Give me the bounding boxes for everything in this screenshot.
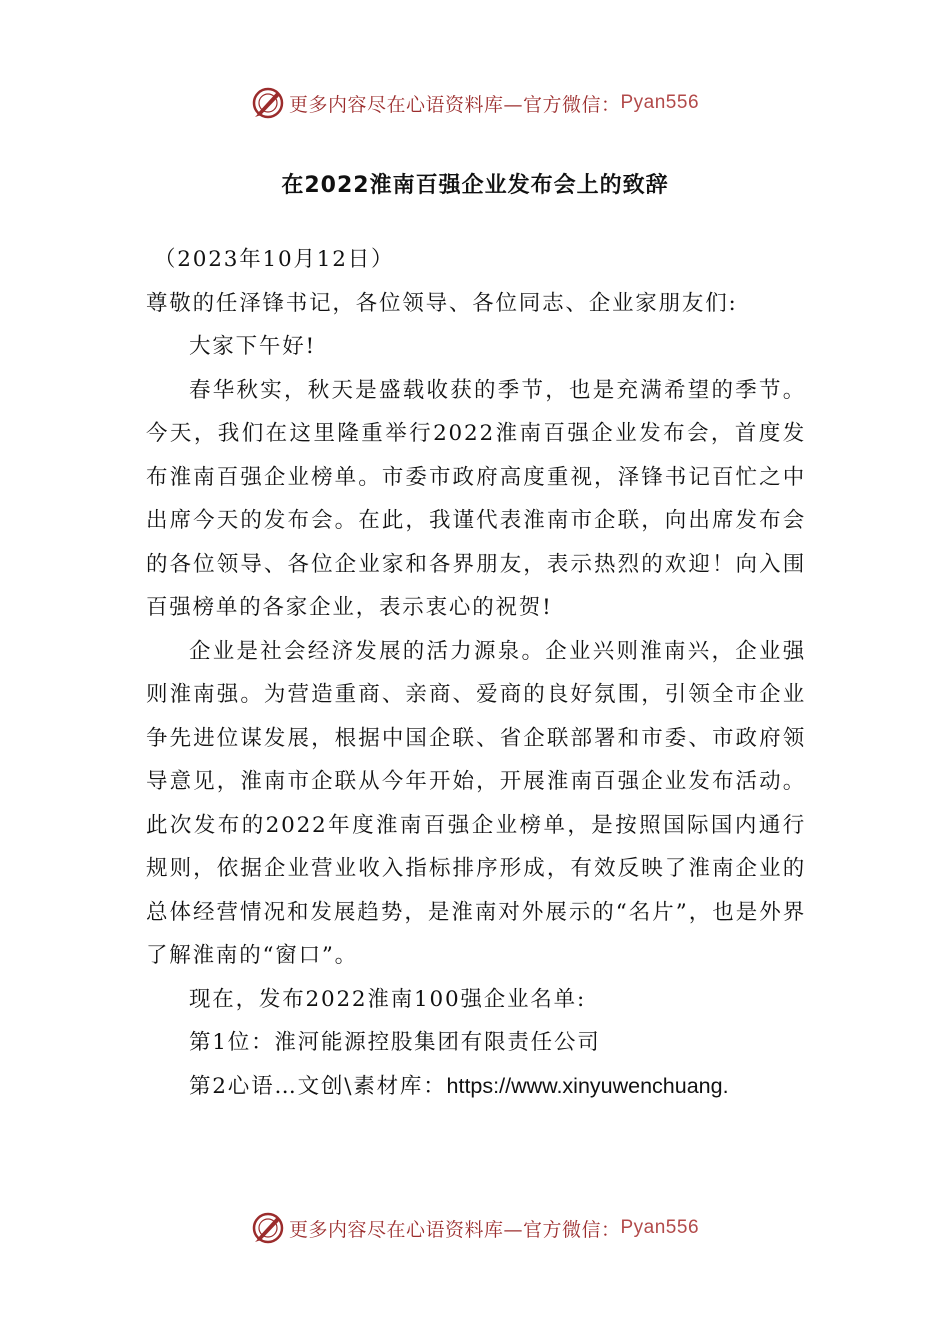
salutation: 尊敬的任泽锋书记，各位领导、各位同志、企业家朋友们: [146,290,738,316]
ranking-item-2-prefix: 第2心语…文创\素材库： [189,1073,447,1099]
document-title: 在2022淮南百强企业发布会上的致辞 [281,173,669,198]
paragraph-announcement: 现在，发布2022淮南100强企业名单: [189,986,586,1012]
banner-text: 更多内容尽在心语资料库—官方微信： [288,93,621,116]
banner-wechat-account: Pyan556 [620,1217,700,1238]
paragraph-background: 企业是社会经济发展的活力源泉。企业兴则淮南兴，企业强则淮南强。为营造重商、亲商、爱商的良好氛围，引领全市企业争先进位谋发展，根据中国企联、省企联部署和市委、市政府领导意见，淮南市企联从今年开始，开展淮南百强企业发布活动。此次发布的2022年度淮南百强企业榜单，是按照国际国内通行规则，依据企业营业收入指标排序形成，有效反映了淮南企业的总体经营情况和发展趋势，是淮南对外展示的“名片”，也是外界了解淮南的“窗口”。 [146,638,806,968]
paragraph-opening: 春华秋实，秋天是盛载收获的季节，也是充满希望的季节。今天，我们在这里隆重举行2022淮南百强企业发布会，首度发布淮南百强企业榜单。市委市政府高度重视，泽锋书记百忙之中出席今天的发布会。在此，我谨代表淮南市企联，向出席发布会的各位领导、各位企业家和各界朋友，表示热烈的欢迎！向入围百强榜单的各家企业，表示衷心的祝贺! [146,377,806,620]
speech-date: （2023年10月12日） [154,247,395,272]
ranking-item-1: 第1位：淮河能源控股集团有限责任公司 [189,1030,601,1055]
pen-circle-logo-icon [251,1211,285,1245]
paragraph-greeting: 大家下午好! [189,334,316,359]
document-body [146,238,806,1108]
ranking-item-2-cutoff [146,1065,806,1109]
source-url-text: https://www.xinyuwenchuang. [446,1073,729,1098]
pen-circle-logo-icon [251,86,285,120]
banner-text: 更多内容尽在心语资料库—官方微信： [288,1218,621,1241]
header-watermark-banner [0,83,950,123]
footer-watermark-banner [0,1208,950,1248]
banner-wechat-account: Pyan556 [620,92,700,113]
